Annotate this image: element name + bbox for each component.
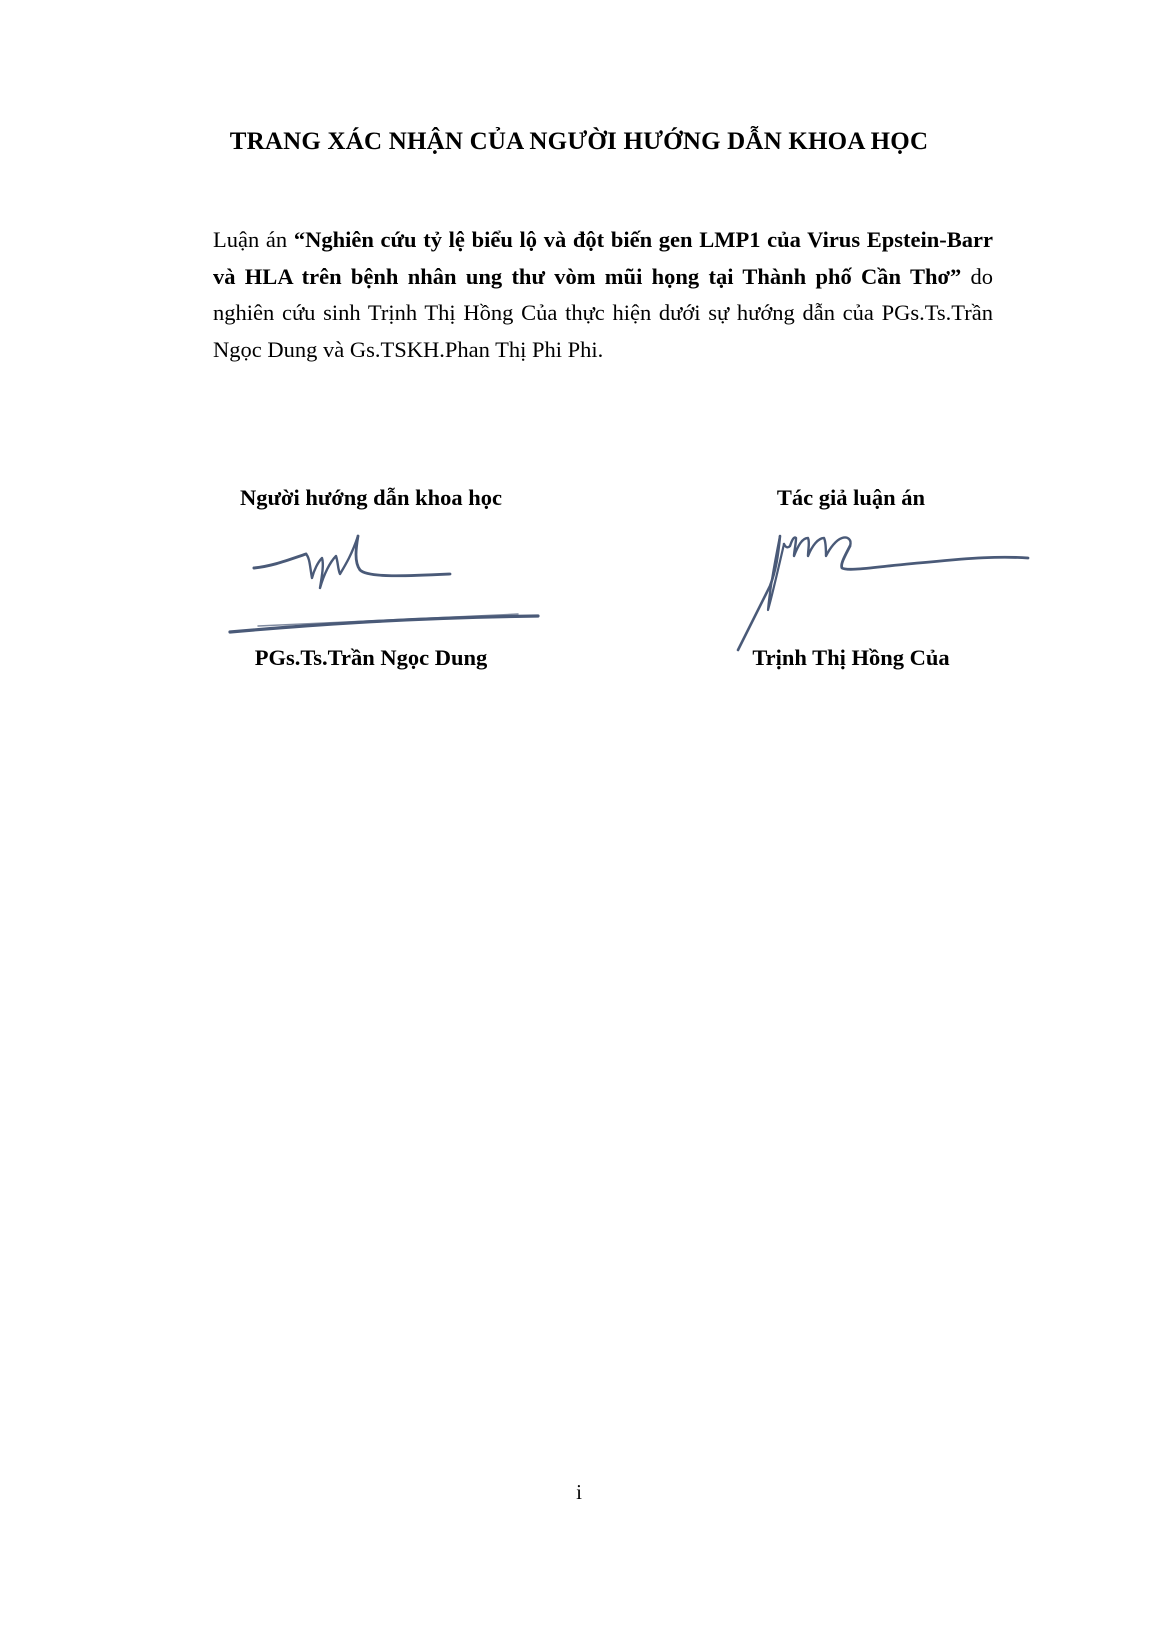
supervisor-signature-block (220, 480, 522, 670)
supervisor-name: PGs.Ts.Trần Ngọc Dung (254, 645, 488, 670)
page-title: TRANG XÁC NHẬN CỦA NGƯỜI HƯỚNG DẪN KHOA HỌC (229, 128, 929, 155)
author-signature-block (700, 480, 1002, 670)
statement-prefix: Luận án (213, 227, 294, 252)
page-number: i (576, 1480, 582, 1504)
thesis-title: “Nghiên cứu tỷ lệ biểu lộ và đột biến gen LMP1 của Virus Epstein-Barr và HLA trên bệnh nhân ung thư vòm mũi họng tại Thành phố Cần Thơ” (213, 227, 994, 289)
statement-suffix: do nghiên cứu sinh Trịnh Thị Hồng Của thực hiện dưới sự hướng dẫn của PGs.Ts.Trần Ngọc Dung và Gs.TSKH.Phan Thị Phi Phi. (213, 263, 994, 362)
author-signature-icon (730, 526, 1030, 654)
supervisor-signature-icon (218, 528, 558, 640)
confirmation-statement (213, 222, 993, 368)
supervisor-role-label: Người hướng dẫn khoa học (239, 485, 502, 510)
author-name: Trịnh Thị Hồng Của (752, 645, 950, 670)
author-role-label: Tác giả luận án (776, 485, 926, 510)
